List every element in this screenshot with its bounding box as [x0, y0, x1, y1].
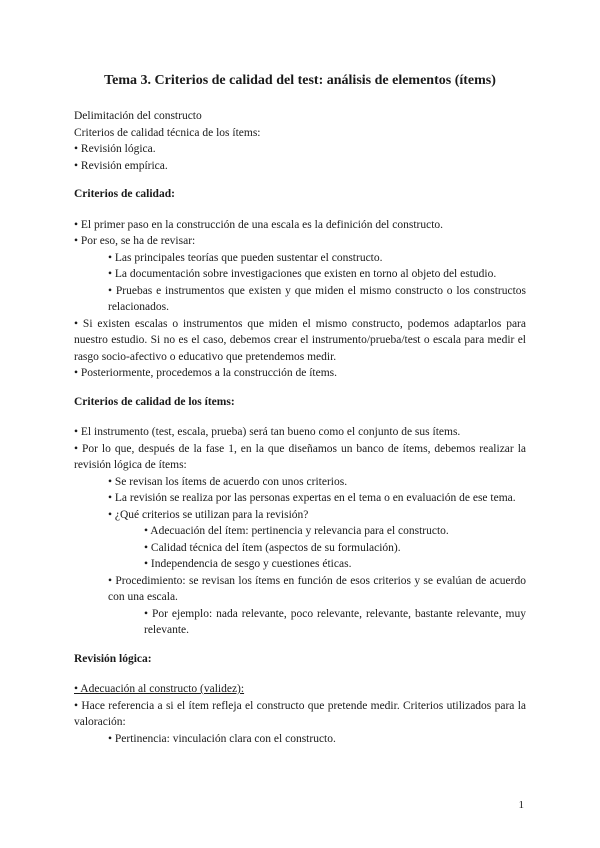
paragraph: • El primer paso en la construcción de una escala es la definición del constructo. [74, 218, 444, 231]
intro-line: Criterios de calidad técnica de los ítems: [74, 126, 261, 139]
list-item: • Se revisan los ítems de acuerdo con unos criterios. [108, 475, 348, 488]
list-item: • Las principales teorías que pueden sustentar el constructo. [108, 251, 383, 264]
list-item: • ¿Qué criterios se utilizan para la revisión? [108, 508, 309, 521]
underlined-subheading: • Adecuación al constructo (validez): [74, 683, 245, 695]
paragraph: • El instrumento (test, escala, prueba) será tan bueno como el conjunto de sus ítems. [74, 426, 461, 438]
section-heading: Criterios de calidad de los ítems: [74, 395, 235, 408]
list-item: • Procedimiento: se revisan los ítems en función de esos criterios y se evalúan de acuerdo con una escala. [108, 574, 526, 603]
paragraph: • Por lo que, después de la fase 1, en la que diseñamos un banco de ítems, debemos realizar la revisión lógica de ítems: [74, 442, 526, 471]
intro-bullet: • Revisión lógica. [74, 143, 156, 155]
paragraph: • Por eso, se ha de revisar: [74, 235, 196, 247]
paragraph: • Posteriormente, procedemos a la construcción de ítems. [74, 367, 338, 379]
sub-list-item: • Por ejemplo: nada relevante, poco relevante, relevante, bastante relevante, muy relevante. [144, 607, 526, 636]
sub-list-item: • Adecuación del ítem: pertinencia y relevancia para el constructo. [144, 525, 449, 537]
list-item: • La revisión se realiza por las personas expertas en el tema o en evaluación de ese tema. [108, 492, 516, 504]
page-number: 1 [518, 799, 524, 811]
list-item: • La documentación sobre investigaciones que existen en torno al objeto del estudio. [108, 268, 497, 280]
section-heading: Criterios de calidad: [74, 188, 175, 200]
intro-line: Delimitación del constructo [74, 110, 202, 122]
paragraph: • Hace referencia a si el ítem refleja el constructo que pretende medir. Criterios utilizados para la valoración: [74, 699, 526, 728]
list-item: • Pertinencia: vinculación clara con el constructo. [108, 732, 336, 745]
sub-list-item: • Calidad técnica del ítem (aspectos de su formulación). [144, 541, 401, 554]
list-item: • Pruebas e instrumentos que existen y que miden el mismo constructo o los constructos relacionados. [108, 284, 526, 313]
sub-list-item: • Independencia de sesgo y cuestiones éticas. [144, 558, 352, 570]
intro-bullet: • Revisión empírica. [74, 159, 168, 172]
document-body [74, 108, 526, 747]
section-heading: Revisión lógica: [74, 652, 152, 665]
page-title: Tema 3. Criterios de calidad del test: análisis de elementos (ítems) [104, 73, 496, 88]
paragraph: • Si existen escalas o instrumentos que miden el mismo constructo, podemos adaptarlos para nuestro estudio. Si no es el caso, debemos crear el instrumento/prueba/test o escala para medir el rasgo socio-afectivo o educativo que pretendemos medir. [74, 317, 526, 363]
